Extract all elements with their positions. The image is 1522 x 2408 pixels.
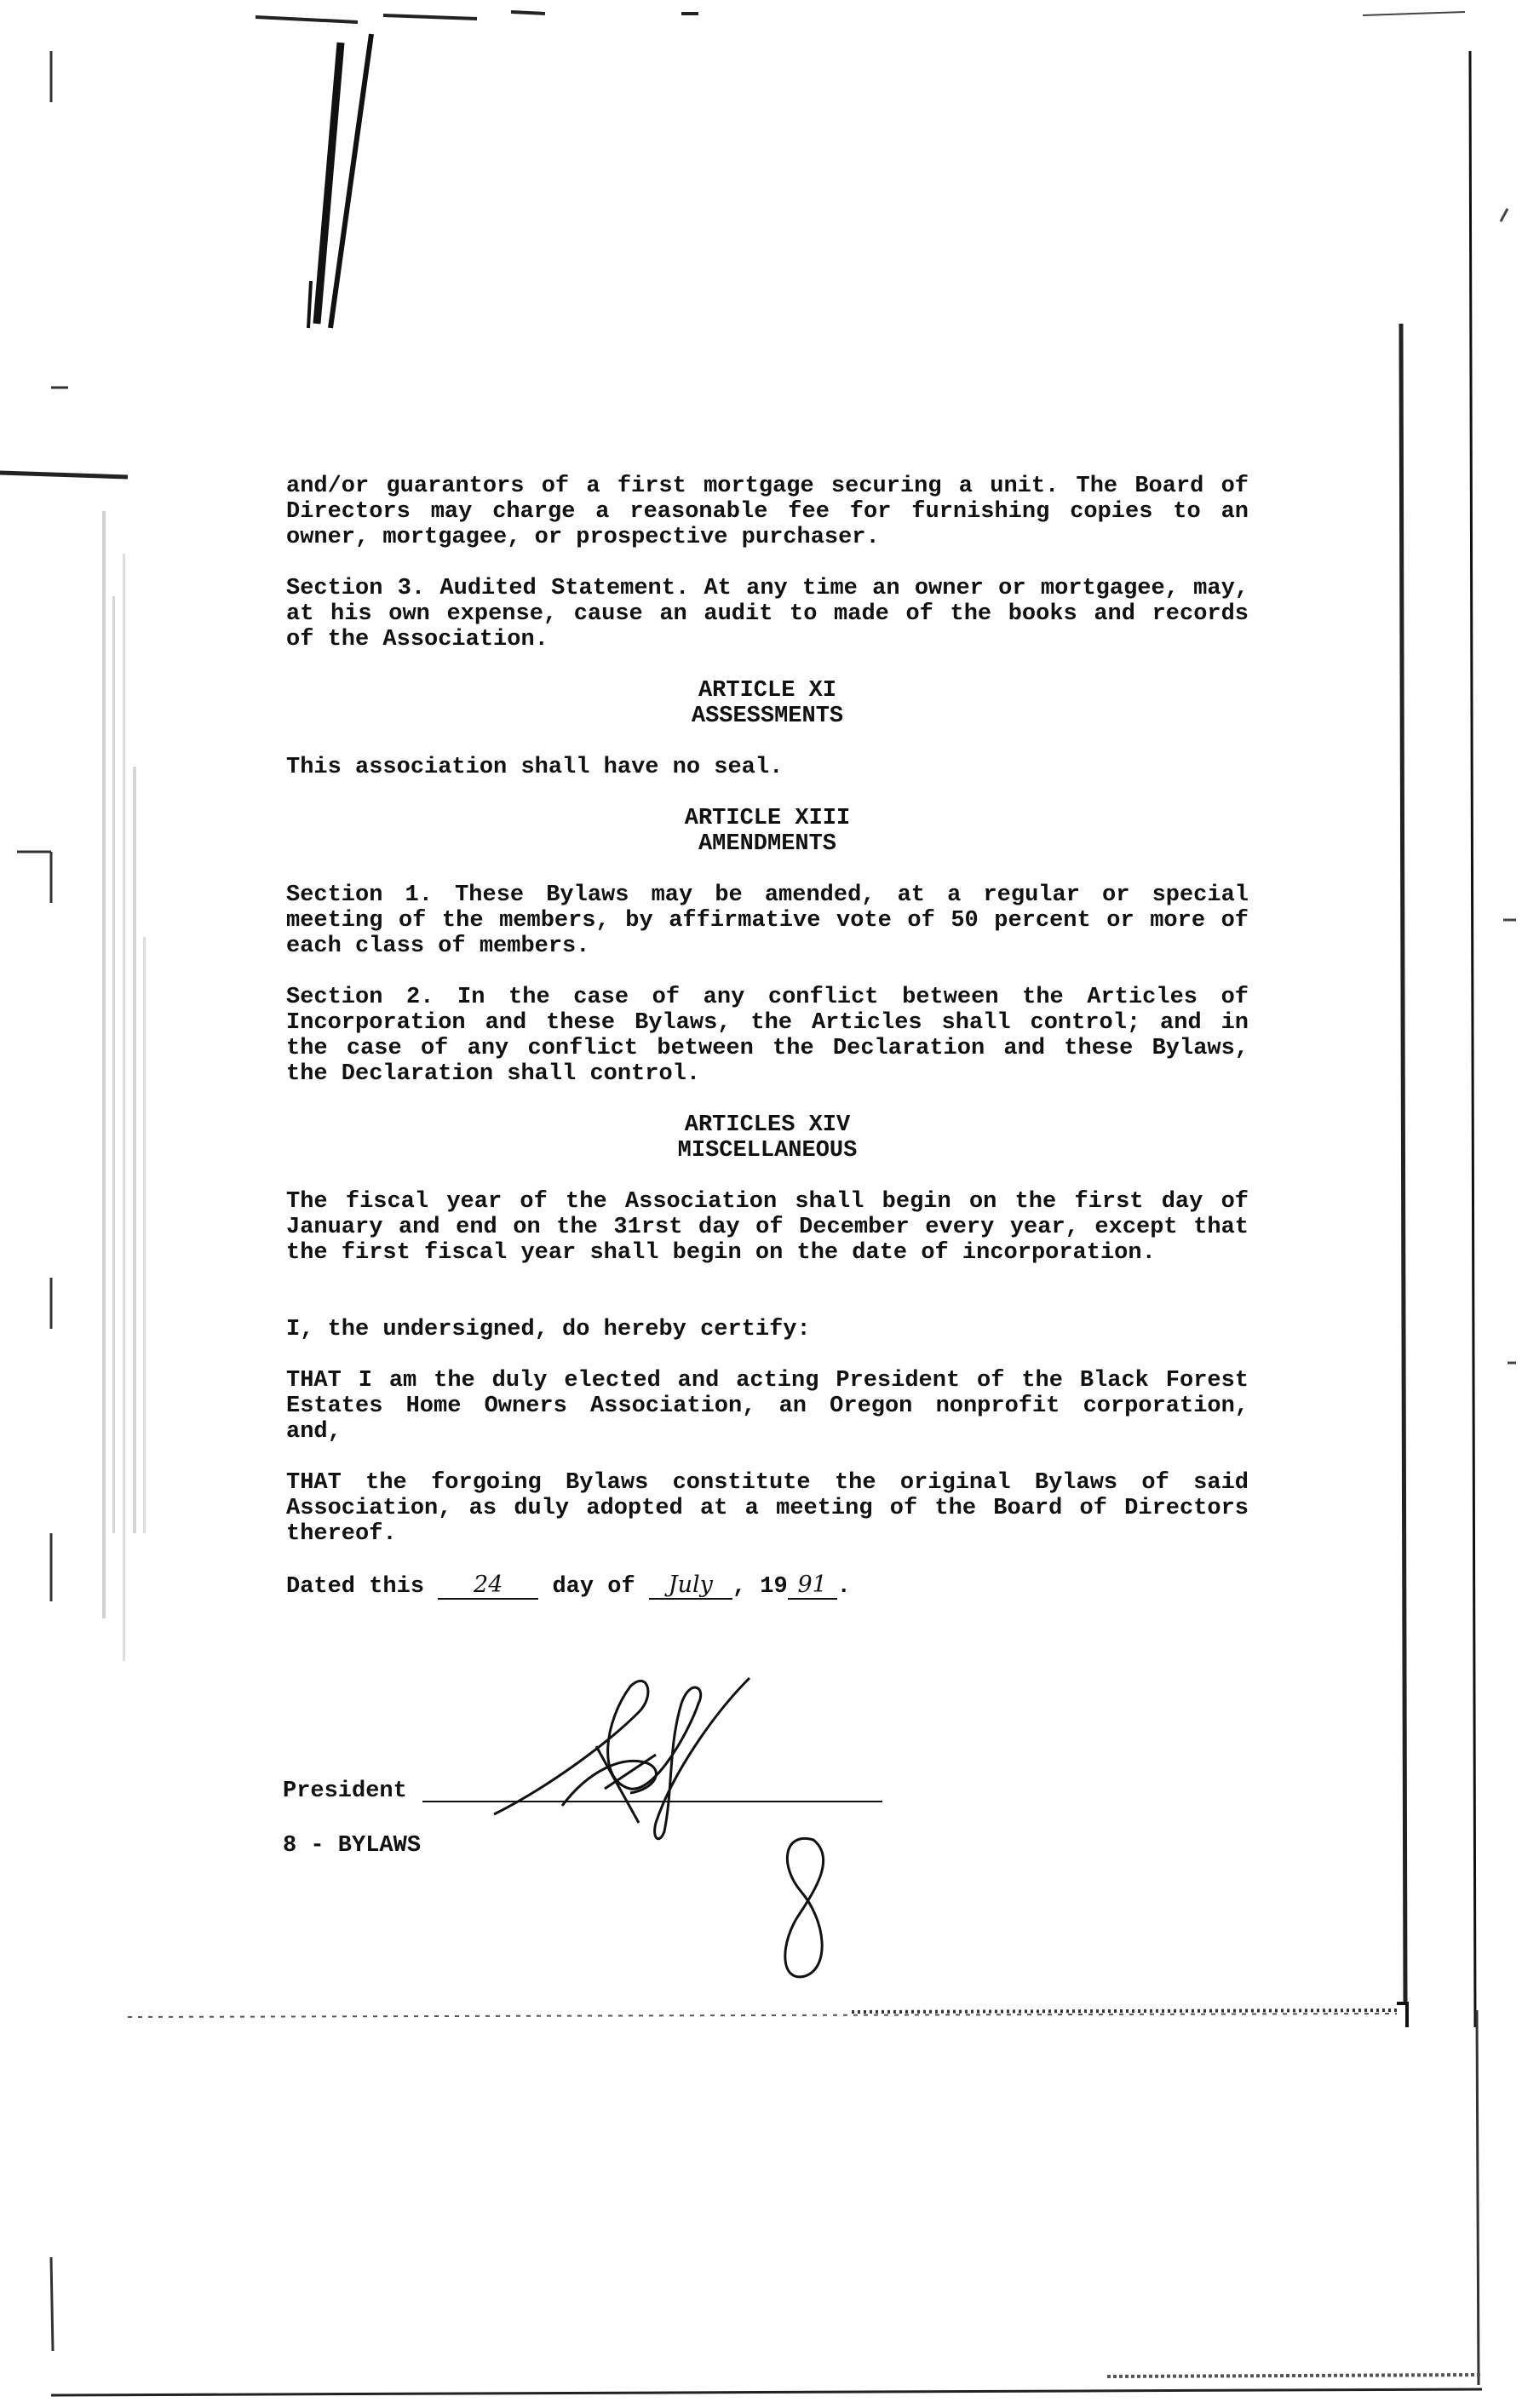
dated-suffix: .	[836, 1574, 851, 1600]
fiscal-year-paragraph: The fiscal year of the Association shall begin on the first day of January and end on the 31rst day of December every year, except that the first fiscal year shall begin on the date of incorporation.	[286, 1189, 1249, 1266]
seal-paragraph: This association shall have no seal.	[286, 755, 784, 780]
article-xiii-title: AMENDMENTS	[698, 831, 837, 857]
article-xiii-number: ARTICLE XIII	[684, 806, 851, 831]
article-xi-title: ASSESSMENTS	[691, 704, 844, 729]
dated-middle: day of	[552, 1574, 635, 1600]
bylaws-page-text	[286, 474, 1249, 1625]
bylaws-certification: THAT the forgoing Bylaws constitute the original Bylaws of said Association, as duly adopted at a meeting of the Board of Directors thereof.	[286, 1470, 1249, 1547]
president-certification: THAT I am the duly elected and acting President of the Black Forest Estates Home Owners Association, an Oregon nonprofit corporation, and,	[286, 1368, 1249, 1445]
dated-prefix: Dated this	[286, 1574, 425, 1600]
article-xiii-heading	[286, 806, 1249, 857]
article-xi-number: ARTICLE XI	[698, 678, 837, 704]
article-xi-heading	[286, 678, 1249, 729]
amendment-section-1: Section 1. These Bylaws may be amended, at a regular or special meeting of the members, by affirmative vote of 50 percent or more of each class of members.	[286, 882, 1249, 959]
president-label: President	[283, 1779, 407, 1804]
dated-day-value: 24	[438, 1572, 538, 1600]
handwritten-page-number	[767, 1831, 843, 1985]
dated-year-value: 91	[788, 1572, 837, 1600]
president-signature	[477, 1661, 784, 1857]
amendment-section-2: Section 2. In the case of any conflict between the Articles of Incorporation and these Bylaws, the Articles shall control; and in the case of any conflict between the Declaration and these Bylaws, the Declaration shall control.	[286, 985, 1249, 1087]
section-3-paragraph: Section 3. Audited Statement. At any time an owner or mortgagee, may, at his own expense, cause an audit to made of the books and records of the Association.	[286, 576, 1249, 652]
article-xiv-heading	[286, 1112, 1249, 1164]
article-xiv-number: ARTICLES XIV	[684, 1112, 851, 1138]
dated-year-prefix: 19	[760, 1574, 788, 1600]
dated-line: Dated this 24 day of July , 19 91 .	[286, 1572, 851, 1600]
intro-paragraph: and/or guarantors of a first mortgage securing a unit. The Board of Directors may charge a reasonable fee for furnishing copies to an owner, mortgagee, or prospective purchaser.	[286, 474, 1249, 550]
page-footer: 8 - BYLAWS	[283, 1833, 422, 1859]
certify-statement: I, the undersigned, do hereby certify:	[286, 1317, 811, 1342]
article-xiv-title: MISCELLANEOUS	[677, 1138, 858, 1164]
dated-month-value: July	[649, 1572, 732, 1600]
